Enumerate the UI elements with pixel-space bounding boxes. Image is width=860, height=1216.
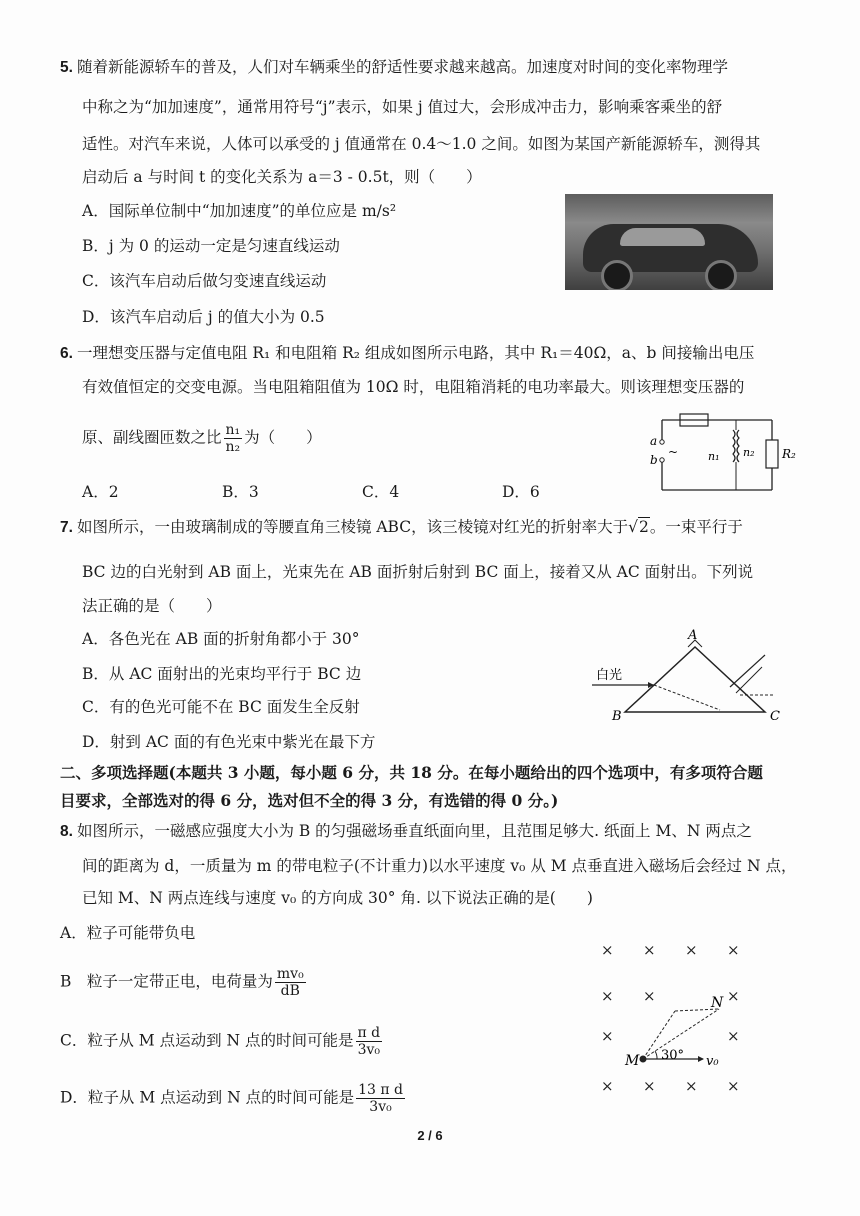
field-crosses — [601, 941, 740, 1095]
svg-text:×: × — [727, 941, 740, 959]
secondary-coil-icon — [737, 430, 739, 462]
time-fraction-c: $\frac{\text{π d}}{\text{3v₀}}$ — [357, 1025, 381, 1058]
svg-text:×: × — [601, 1027, 614, 1045]
q8-number: 8. — [60, 823, 73, 840]
q6-options — [82, 481, 642, 503]
q5-line-4: 启动后 a 与时间 t 的变化关系为 a＝3 - 0.5t，则（ ） — [82, 168, 482, 186]
q8-line-3: 已知 M、N 两点连线与速度 v₀ 的方向成 30° 角. 以下说法正确的是( ) — [82, 889, 593, 907]
magnetic-field-diagram — [595, 935, 755, 1095]
q6-option-a: A．2 — [82, 483, 119, 501]
q8-option-d: D．粒子从 M 点运动到 N 点的时间可能是 $\frac{\text{13 π d}}{\text{3v₀}}$ — [60, 1082, 403, 1115]
q6-option-b: B．3 — [222, 483, 259, 501]
q5-option-d: D．该汽车启动后 j 的值大小为 0.5 — [82, 308, 325, 326]
time-fraction-d: $\frac{\text{13 π d}}{\text{3v₀}}$ — [358, 1082, 403, 1115]
svg-text:~: ~ — [668, 445, 679, 459]
q5-line-2: 中称之为“加加速度”，通常用符号“j”表示，如果 j 值过大，会形成冲击力，影响乘客乘坐的舒 — [82, 98, 723, 116]
q5-option-b: B．j 为 0 的运动一定是匀速直线运动 — [82, 237, 340, 255]
q5-number: 5. — [60, 59, 73, 76]
prism-triangle — [625, 647, 765, 712]
section2-line-2: 目要求，全部选对的得 6 分，选对但不全的得 3 分，有选错的得 0 分。) — [60, 791, 559, 810]
resistor-r2-icon — [766, 440, 778, 468]
svg-text:×: × — [601, 987, 614, 1005]
svg-text:n₂: n₂ — [743, 446, 755, 459]
q6-line-2: 有效值恒定的交变电源。当电阻箱阻值为 10Ω 时，电阻箱消耗的电功率最大。则该理想变压器的 — [82, 378, 745, 396]
svg-text:×: × — [727, 987, 740, 1005]
svg-text:×: × — [727, 1027, 740, 1045]
q8-line-1: 8. 如图所示，一磁感应强度大小为 B 的匀强磁场垂直纸面向里，且范围足够大. 纸面上 M、N 两点之 — [60, 822, 752, 840]
svg-text:N: N — [711, 995, 724, 1011]
svg-text:v₀: v₀ — [706, 1054, 719, 1069]
svg-text:×: × — [601, 1077, 614, 1095]
q7-line-2: BC 边的白光射到 AB 面上，光束先在 AB 面折射后射到 BC 面上，接着又从 AC 面射出。下列说 — [82, 563, 754, 581]
svg-text:R₂: R₂ — [782, 447, 796, 461]
svg-text:×: × — [727, 1077, 740, 1095]
q7-option-c: C．有的色光可能不在 BC 面发生全反射 — [82, 698, 360, 716]
q7-line-3: 法正确的是（ ） — [82, 597, 222, 615]
svg-text:C: C — [770, 709, 780, 724]
q7-option-a: A．各色光在 AB 面的折射角都小于 30° — [82, 630, 360, 648]
q7-number: 7. — [60, 519, 73, 536]
svg-text:n₁: n₁ — [708, 450, 720, 463]
q6-line-3: 原、副线圈匝数之比 $\frac{\text{n₁}}{\text{n₂}}$ 为（ ） — [82, 422, 322, 455]
svg-text:×: × — [643, 1077, 656, 1095]
svg-text:A: A — [688, 628, 698, 643]
q7-option-b: B．从 AC 面射出的光束均平行于 BC 边 — [82, 665, 362, 683]
svg-text:×: × — [643, 987, 656, 1005]
transformer-circuit-diagram — [640, 400, 810, 500]
svg-text:M: M — [625, 1053, 640, 1069]
svg-text:b: b — [650, 453, 658, 467]
q5-option-c: C．该汽车启动后做匀变速直线运动 — [82, 272, 327, 290]
primary-coil-icon — [733, 430, 735, 462]
svg-text:×: × — [601, 941, 614, 959]
q5-line-3: 适性。对汽车来说，人体可以承受的 j 值通常在 0.4～1.0 之间。如图为某国产新能源轿车，测得其 — [82, 135, 761, 153]
prism-diagram — [590, 625, 790, 725]
turns-ratio-fraction: $\frac{\text{n₁}}{\text{n₂}}$ — [225, 422, 241, 455]
svg-text:B: B — [612, 709, 622, 724]
q7-option-d: D．射到 AC 面的有色光束中紫光在最下方 — [82, 733, 376, 751]
q5-option-a: A．国际单位制中“加加速度”的单位应是 m/s² — [82, 202, 397, 220]
charge-fraction: $\frac{\text{mv₀}}{dB}$ — [276, 966, 304, 999]
q8-option-c: C．粒子从 M 点运动到 N 点的时间可能是 $\frac{\text{π d}}{\text{3v₀}}$ — [60, 1025, 381, 1058]
q6-option-d: D．6 — [502, 483, 540, 501]
q6-line-1: 6. 一理想变压器与定值电阻 R₁ 和电阻箱 R₂ 组成如图所示电路，其中 R₁＝40Ω，a、b 间接输出电压 — [60, 344, 755, 362]
svg-text:×: × — [643, 941, 656, 959]
q6-option-c: C．4 — [362, 483, 400, 501]
car-photo — [565, 194, 773, 290]
section2-line-1: 二、多项选择题(本题共 3 小题，每小题 6 分，共 18 分。在每小题给出的四个选项中，有多项符合题 — [60, 763, 763, 782]
q8-option-a: A．粒子可能带负电 — [60, 924, 196, 942]
q7-line-1: 7. 如图所示，一由玻璃制成的等腰直角三棱镜 ABC，该三棱镜对红光的折射率大于√2。一束平行于 — [60, 518, 743, 536]
q6-number: 6. — [60, 345, 73, 362]
svg-text:白光: 白光 — [596, 668, 623, 683]
q8-line-2: 间的距离为 d，一质量为 m 的带电粒子(不计重力)以水平速度 v₀ 从 M 点垂直进入磁场后会经过 N 点， — [82, 857, 797, 875]
svg-text:×: × — [685, 941, 698, 959]
svg-text:×: × — [685, 1077, 698, 1095]
svg-text:30°: 30° — [661, 1048, 685, 1063]
svg-text:a: a — [650, 434, 658, 448]
q5-line-1: 5. 随着新能源轿车的普及，人们对车辆乘坐的舒适性要求越来越高。加速度对时间的变化率物理学 — [60, 58, 728, 76]
q8-option-b: B 粒子一定带正电，电荷量为 $\frac{\text{mv₀}}{dB}$ — [60, 966, 304, 999]
page-number: 2 / 6 — [417, 1128, 443, 1143]
